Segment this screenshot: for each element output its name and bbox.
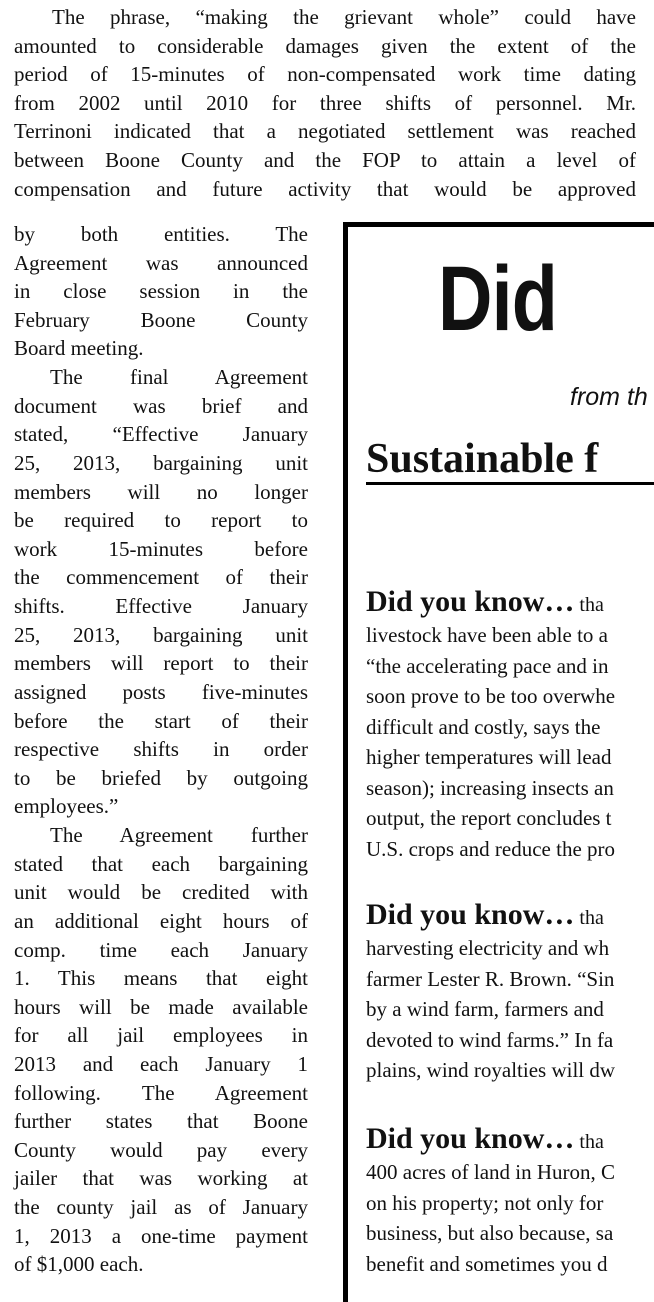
did-you-know-heading bbox=[366, 898, 604, 935]
column-line: of $1,000 each. bbox=[14, 1252, 144, 1277]
column-line: stated, “Effective January bbox=[14, 422, 308, 447]
did-you-know-heading bbox=[366, 1122, 604, 1159]
sidebar-item-line: season); increasing insects an bbox=[366, 775, 614, 800]
column-line: The Agreement further bbox=[50, 823, 308, 848]
article-line: from 2002 until 2010 for three shifts of personnel. Mr. bbox=[14, 90, 636, 115]
column-line: by both entities. The bbox=[14, 222, 308, 246]
sidebar-item-line: difficult and costly, says the bbox=[366, 714, 601, 739]
article-line: The phrase, “making the grievant whole” could have bbox=[52, 5, 636, 29]
column-line: The final Agreement bbox=[50, 365, 308, 390]
column-line: 25, 2013, bargaining unit bbox=[14, 450, 308, 475]
sidebar-item-line: devoted to wind farms.” In fa bbox=[366, 1027, 614, 1052]
column-line: document was brief and bbox=[14, 393, 308, 418]
article-line: between Boone County and the FOP to attain a level of bbox=[14, 148, 636, 172]
column-line: for all jail employees in bbox=[14, 1023, 308, 1048]
sidebar-item-line: by a wind farm, farmers and bbox=[366, 997, 604, 1021]
did-you-know-tail: tha bbox=[574, 907, 604, 929]
sidebar-title: Did bbox=[438, 248, 558, 350]
column-line: stated that each bargaining bbox=[14, 851, 308, 876]
article-line: period of 15-minutes of non-compensated work time dating bbox=[14, 62, 636, 87]
sidebar-item-line: output, the report concludes t bbox=[366, 806, 612, 830]
column-line: following. The Agreement bbox=[14, 1080, 308, 1105]
did-you-know-label: Did you know… bbox=[366, 898, 575, 931]
column-line: in close session in the bbox=[14, 279, 308, 304]
column-line: before the start of their bbox=[14, 708, 308, 733]
sidebar-item-line: soon prove to be too overwhe bbox=[366, 684, 616, 708]
article-line: amounted to considerable damages given the extent of the bbox=[14, 33, 636, 58]
did-you-know-label: Did you know… bbox=[366, 585, 575, 618]
column-line: jailer that was working at bbox=[14, 1166, 308, 1191]
sidebar-item-line: harvesting electricity and wh bbox=[366, 936, 610, 960]
sidebar-item-line: “the accelerating pace and in bbox=[366, 653, 609, 678]
column-line: members will no longer bbox=[14, 479, 308, 504]
did-you-know-tail: tha bbox=[574, 1131, 604, 1153]
column-line: members will report to their bbox=[14, 651, 308, 676]
sidebar-item-line: U.S. crops and reduce the pro bbox=[366, 836, 616, 861]
column-line: Board meeting. bbox=[14, 336, 144, 361]
column-line: the commencement of their bbox=[14, 565, 308, 590]
column-line: respective shifts in order bbox=[14, 737, 308, 762]
did-you-know-tail: tha bbox=[574, 594, 604, 616]
sidebar-heading-underline bbox=[366, 482, 654, 485]
column-line: shifts. Effective January bbox=[14, 594, 308, 619]
sidebar-source-line: from th bbox=[570, 383, 648, 411]
column-line: 25, 2013, bargaining unit bbox=[14, 622, 308, 647]
column-line: the county jail as of January bbox=[14, 1195, 308, 1220]
column-line: comp. time each January bbox=[14, 937, 308, 962]
did-you-know-label: Did you know… bbox=[366, 1122, 575, 1155]
column-line: assigned posts five-minutes bbox=[14, 679, 308, 704]
sidebar-item-line: farmer Lester R. Brown. “Sin bbox=[366, 966, 615, 991]
sidebar-heading: Sustainable f bbox=[366, 436, 599, 482]
column-line: further states that Boone bbox=[14, 1109, 308, 1134]
column-line: 2013 and each January 1 bbox=[14, 1051, 308, 1076]
column-line: to be briefed by outgoing bbox=[14, 765, 308, 790]
did-you-know-heading bbox=[366, 585, 604, 622]
column-line: County would pay every bbox=[14, 1137, 308, 1162]
column-line: work 15-minutes before bbox=[14, 536, 308, 561]
column-line: 1. This means that eight bbox=[14, 966, 308, 991]
column-line: be required to report to bbox=[14, 508, 308, 533]
sidebar-item-line: business, but also because, sa bbox=[366, 1221, 614, 1245]
column-line: hours will be made available bbox=[14, 994, 308, 1019]
sidebar-item-line: 400 acres of land in Huron, C bbox=[366, 1160, 616, 1184]
did-you-know-sidebar bbox=[343, 222, 654, 1302]
sidebar-item-line: benefit and sometimes you d bbox=[366, 1251, 608, 1276]
column-line: February Boone County bbox=[14, 307, 308, 332]
column-line: employees.” bbox=[14, 794, 119, 819]
sidebar-item-line: plains, wind royalties will dw bbox=[366, 1058, 616, 1082]
column-line: unit would be credited with bbox=[14, 880, 308, 905]
sidebar-item-line: higher temperatures will lead bbox=[366, 745, 612, 769]
article-line: compensation and future activity that would be approved bbox=[14, 176, 636, 201]
sidebar-item-line: livestock have been able to a bbox=[366, 623, 608, 647]
column-line: 1, 2013 a one-time payment bbox=[14, 1223, 308, 1248]
column-line: Agreement was announced bbox=[14, 250, 308, 275]
sidebar-item-line: on his property; not only for bbox=[366, 1190, 604, 1215]
column-line: an additional eight hours of bbox=[14, 908, 308, 933]
article-line: Terrinoni indicated that a negotiated settlement was reached bbox=[14, 119, 636, 144]
